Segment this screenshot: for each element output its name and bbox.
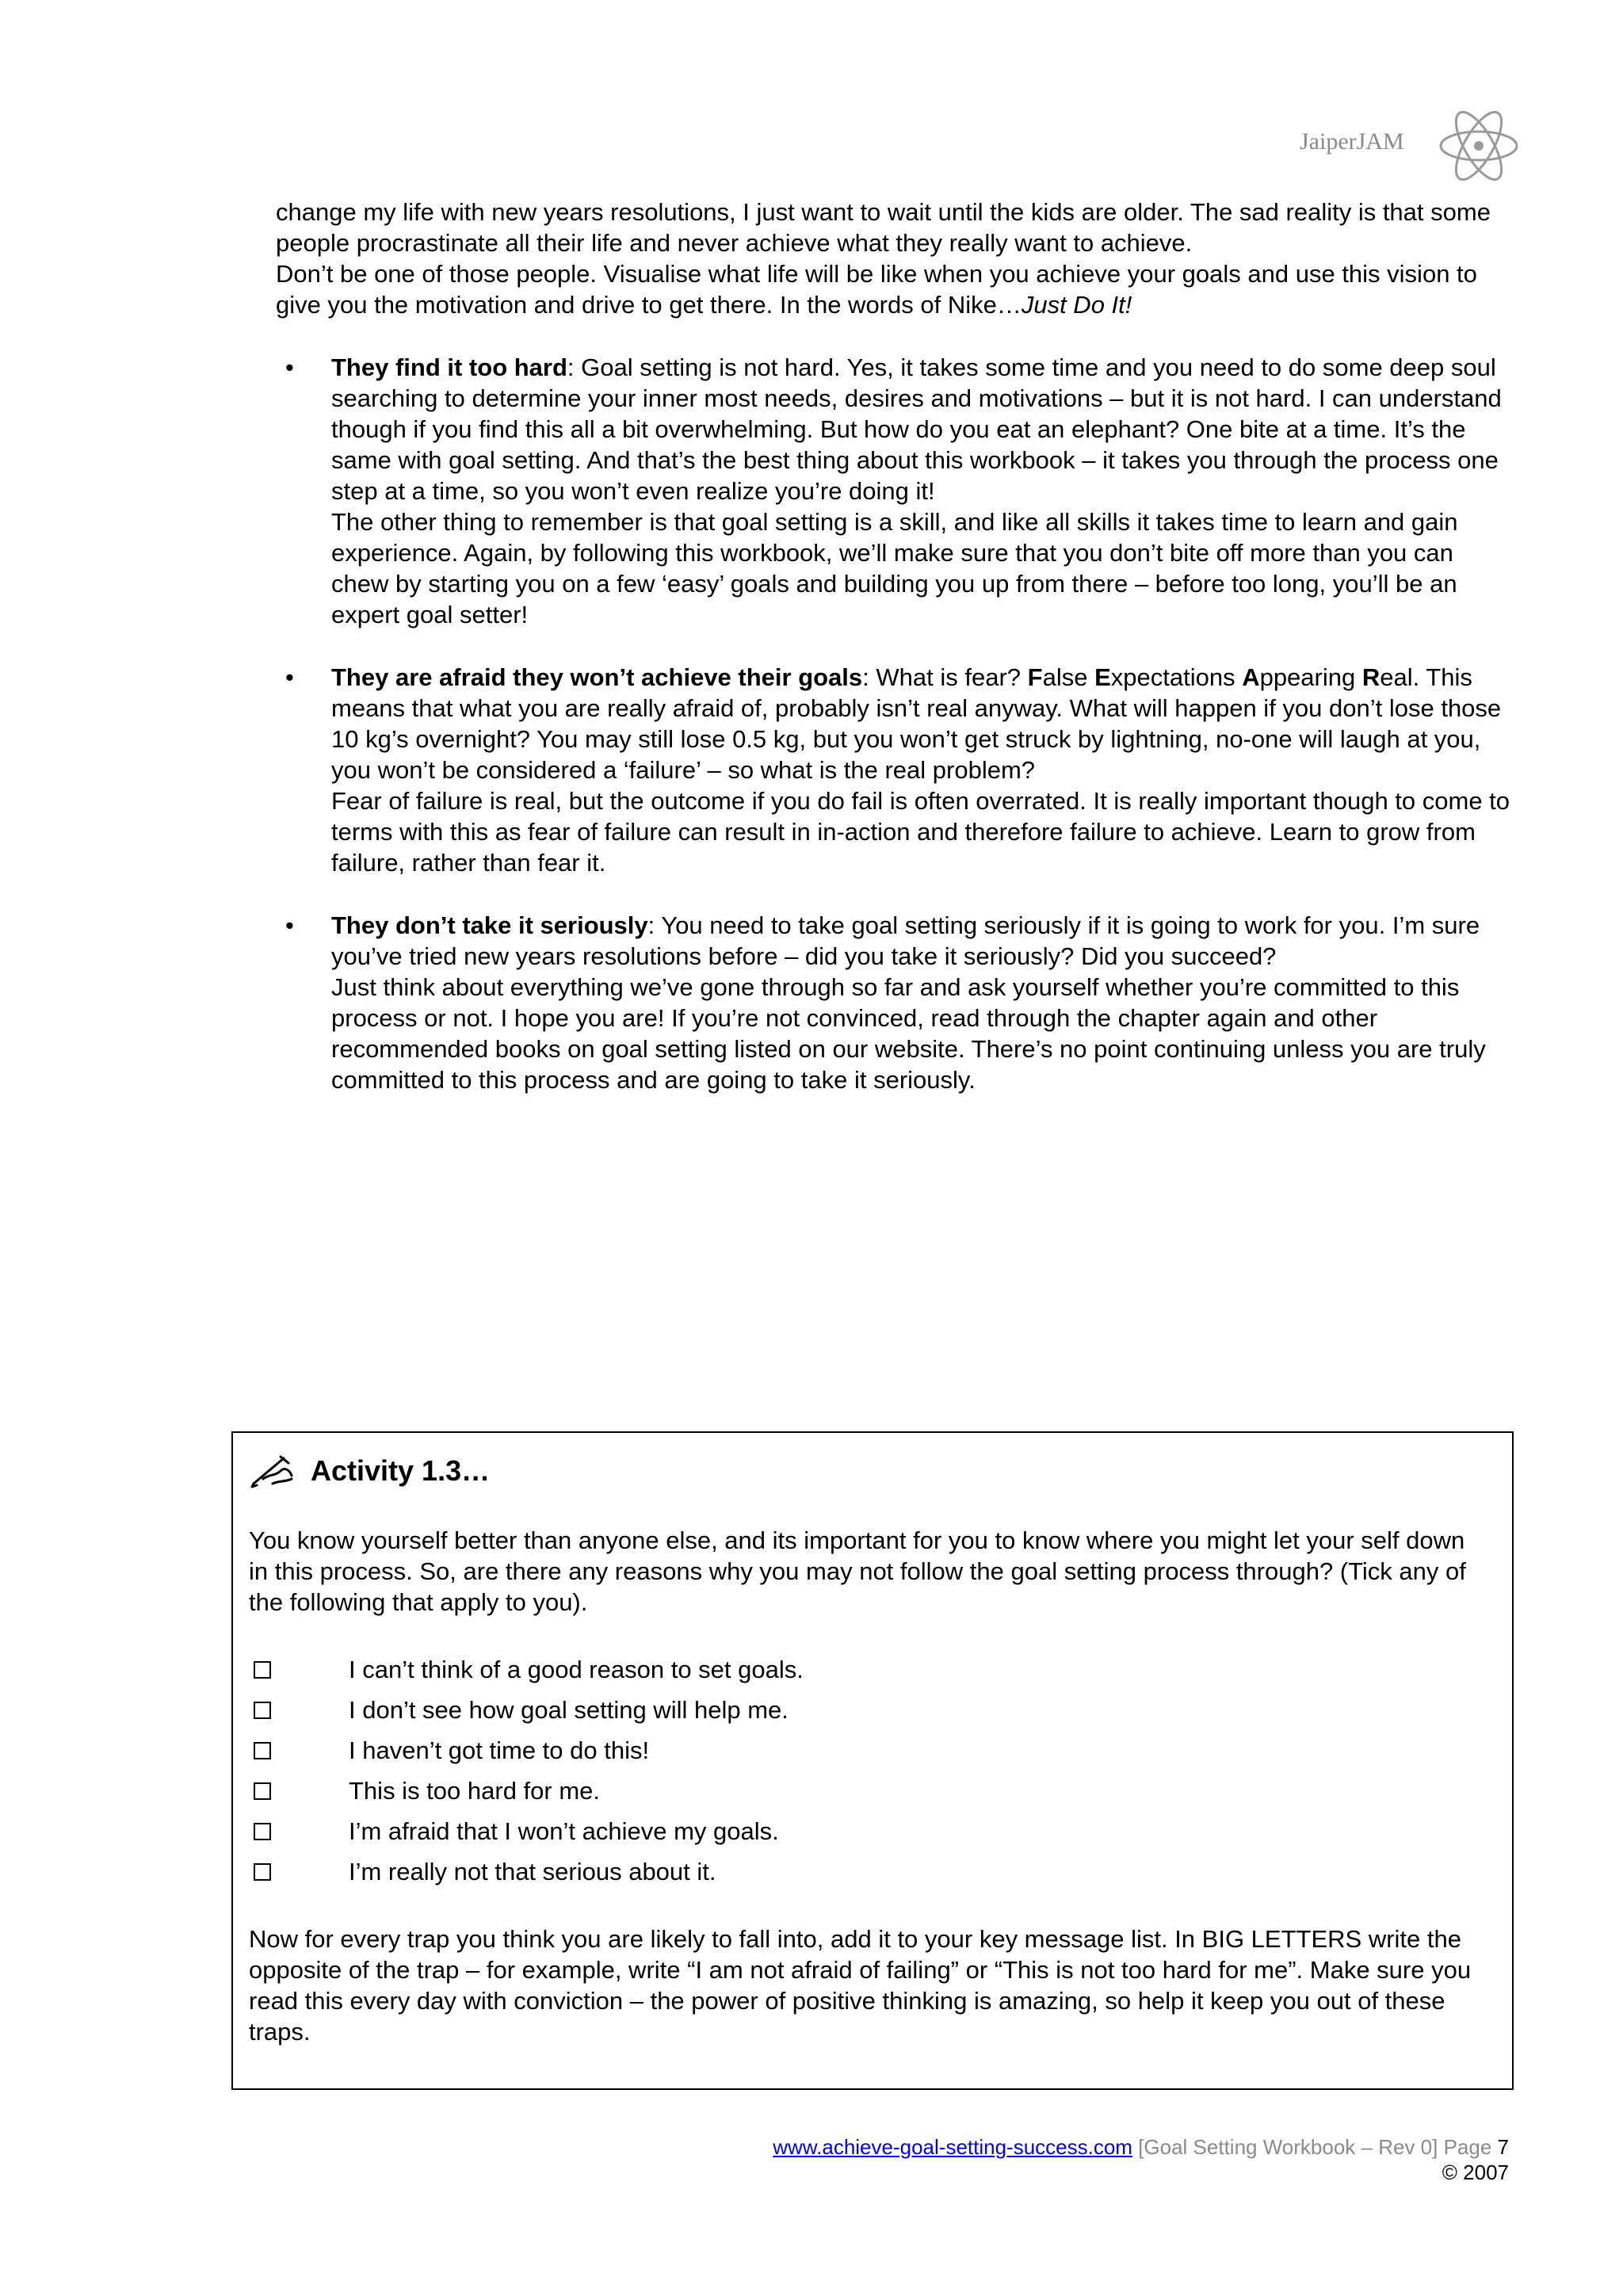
activity-outro: Now for every trap you think you are likely to fall into, add it to your key message list. In BIG LETTERS write the opposite of the trap – for example, write “I am not afraid of failing” or “This is not too hard for me”. Make sure you read this every day with conviction – the power of positive thinking is amazing, so help it keep you out of these traps. (249, 1925, 1472, 2046)
checkbox[interactable] (254, 1702, 271, 1719)
intro-paragraph-2 (276, 258, 1512, 320)
checklist-label: I haven’t got time to do this! (349, 1736, 650, 1764)
bullet-body: : You need to take goal setting seriously if it is going to work for you. I’m sure you’ve tried new years resolutions before – did you take it seriously? Did you succeed? (331, 911, 1480, 970)
checkbox[interactable] (254, 1863, 271, 1881)
bullet-too-hard-text (331, 352, 1512, 506)
checklist-item[interactable] (249, 1730, 1488, 1771)
page-number: 7 (1497, 2135, 1509, 2159)
checklist-item[interactable] (249, 1811, 1488, 1851)
document-info: [Goal Setting Workbook – Rev 0] Page (1132, 2135, 1498, 2159)
bullet-marker: • (285, 911, 294, 939)
bullet-too-hard-paragraph-2: The other thing to remember is that goal setting is a skill, and like all skills it takes time to learn and gain experience. Again, by following this workbook, we’ll make sure that you don’t bite off more than you can chew by starting you on a few ‘easy’ goals and building you up from there – before too long, you’ll be an expert goal setter! (331, 508, 1458, 628)
activity-box (231, 1431, 1514, 2090)
bullet-too-hard (285, 352, 1512, 630)
copyright: © 2007 (1442, 2160, 1509, 2184)
checkbox[interactable] (254, 1782, 271, 1800)
website-link[interactable]: www.achieve-goal-setting-success.com (773, 2135, 1132, 2159)
page-footer (773, 2134, 1509, 2185)
bullet-marker: • (285, 663, 294, 691)
reason-checklist (249, 1649, 1488, 1892)
nike-slogan: Just Do It! (1021, 291, 1132, 319)
jaiperjam-logo (1300, 105, 1522, 187)
bullet-not-serious (285, 910, 1512, 1095)
bullet-body: : Goal setting is not hard. Yes, it takes some time and you need to do some deep soul searching to determine your inner most needs, desires and motivations – but it is not hard. I can understand though if you find this all a bit overwhelming. But how do you eat an elephant? One bite at a time. It’s the same with goal setting. And that’s the best thing about this workbook – it takes you through the process one step at a time, so you won’t even realize you’re doing it! (331, 353, 1502, 505)
checklist-label: I’m afraid that I won’t achieve my goals. (349, 1817, 779, 1845)
logo-text: JaiperJAM (1300, 128, 1404, 155)
writing-hand-icon (249, 1452, 295, 1488)
bullet-heading: They are afraid they won’t achieve their goals (331, 663, 863, 691)
checklist-label: I can’t think of a good reason to set goals. (349, 1656, 804, 1683)
bullet-not-serious-paragraph-2: Just think about everything we’ve gone through so far and ask yourself whether you’re committed to this process or not. I hope you are! If you’re not convinced, read through the chapter again and other recommended books on goal setting listed on our website. There’s no point continuing unless you are truly committed to this process and are going to take it seriously. (331, 973, 1486, 1094)
checkbox[interactable] (254, 1742, 271, 1759)
checklist-label: I don’t see how goal setting will help me. (349, 1696, 789, 1724)
atom-icon (1434, 105, 1523, 187)
checklist-item[interactable] (249, 1690, 1488, 1730)
bullet-heading: They don’t take it seriously (331, 911, 648, 939)
activity-intro: You know yourself better than anyone else, and its important for you to know where you might let your self down in this process. So, are there any reasons why you may not follow the goal setting process through? (Tick any of the following that apply to you). (249, 1526, 1466, 1616)
bullet-not-serious-text (331, 910, 1512, 972)
checklist-item[interactable] (249, 1771, 1488, 1811)
checklist-label: I’m really not that serious about it. (349, 1858, 716, 1885)
checklist-item[interactable] (249, 1851, 1488, 1892)
checkbox[interactable] (254, 1823, 271, 1840)
bullet-afraid-text: They are afraid they won’t achieve their goals: What is fear? False Expectations Appearing Real. This means that what you are really afraid of, probably isn’t real anyway. What will happen if you don’t lose those 10 kg’s overnight? You may still lose 0.5 kg, but you won’t get struck by lightning, no-one will laugh at you, you won’t be considered a ‘failure’ – so what is the real problem? (331, 663, 1502, 784)
bullet-afraid (285, 662, 1512, 878)
intro-paragraph-1: change my life with new years resolutions, I just want to wait until the kids are older. The sad reality is that some people procrastinate all their life and never achieve what they really want to achieve. (276, 198, 1491, 257)
activity-title-text: Activity 1.3… (311, 1454, 491, 1487)
checklist-label: This is too hard for me. (349, 1777, 601, 1805)
bullet-marker: • (285, 353, 294, 381)
body-text (276, 197, 1512, 1095)
checkbox[interactable] (254, 1661, 271, 1679)
intro-paragraph-2-text: Don’t be one of those people. Visualise what life will be like when you achieve your goals and use this vision to give you the motivation and drive to get there. In the words of Nike… (276, 260, 1477, 319)
footer-line (773, 2134, 1509, 2160)
activity-title (249, 1452, 1488, 1488)
bullet-body: eal. This means that what you are really afraid of, probably isn’t real anyway. What will happen if you don’t lose those 10 kg’s overnight? You may still lose 0.5 kg, but you won’t get struck by lightning, no-one will laugh at you, you won’t be considered a ‘failure’ – so what is the real problem? (331, 663, 1502, 784)
checklist-item[interactable] (249, 1649, 1488, 1690)
bullet-heading: They find it too hard (331, 353, 567, 381)
bullet-afraid-paragraph-2: Fear of failure is real, but the outcome if you do fail is often overrated. It is really important though to come to terms with this as fear of failure can result in in-action and therefore failure to achieve. Learn to grow from failure, rather than fear it. (331, 787, 1510, 877)
